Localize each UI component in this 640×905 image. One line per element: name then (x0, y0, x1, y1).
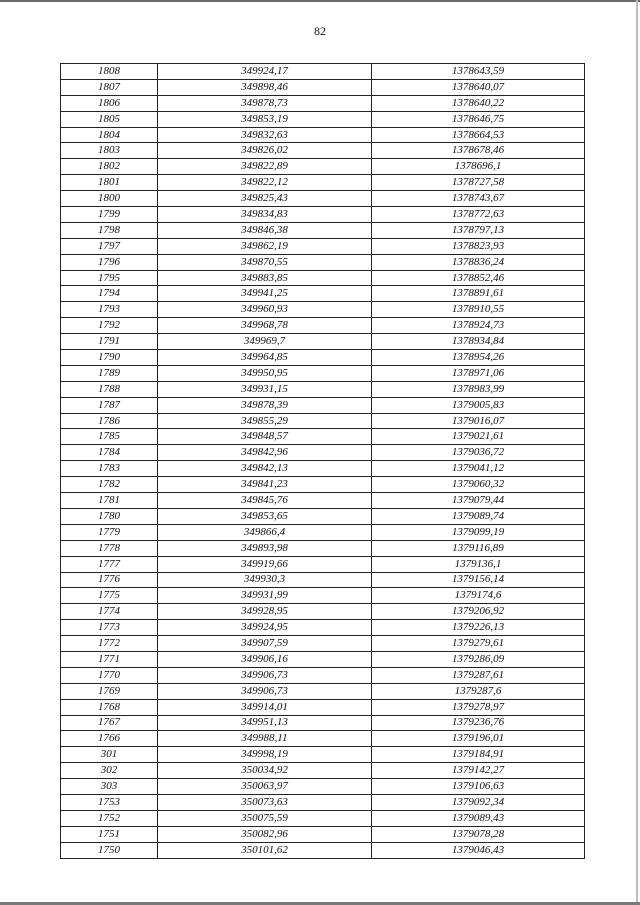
table-row (61, 191, 585, 207)
table-row (61, 365, 585, 381)
table-row (61, 731, 585, 747)
table-row (61, 445, 585, 461)
point-number-cell: 1802 (61, 159, 158, 175)
x-coordinate-cell: 349928,95 (158, 604, 372, 620)
table-row (61, 540, 585, 556)
table-row (61, 779, 585, 795)
y-coordinate-cell: 1379092,34 (372, 794, 585, 810)
y-coordinate-cell: 1379099,19 (372, 524, 585, 540)
x-coordinate-cell: 349931,15 (158, 381, 372, 397)
point-number-cell: 1786 (61, 413, 158, 429)
table-row (61, 222, 585, 238)
point-number-cell: 1789 (61, 365, 158, 381)
x-coordinate-cell: 349825,43 (158, 191, 372, 207)
y-coordinate-cell: 1379286,09 (372, 651, 585, 667)
y-coordinate-cell: 1378727,58 (372, 175, 585, 191)
table-row (61, 79, 585, 95)
page-number: 82 (314, 24, 326, 38)
table-row (61, 270, 585, 286)
x-coordinate-cell: 349842,96 (158, 445, 372, 461)
x-coordinate-cell: 349862,19 (158, 238, 372, 254)
x-coordinate-cell: 349931,99 (158, 588, 372, 604)
table-row (61, 556, 585, 572)
y-coordinate-cell: 1378891,61 (372, 286, 585, 302)
x-coordinate-cell: 349907,59 (158, 636, 372, 652)
table-row (61, 350, 585, 366)
x-coordinate-cell: 349870,55 (158, 254, 372, 270)
y-coordinate-cell: 1379021,61 (372, 429, 585, 445)
table-row (61, 572, 585, 588)
y-coordinate-cell: 1379184,91 (372, 747, 585, 763)
table-row (61, 477, 585, 493)
y-coordinate-cell: 1378640,22 (372, 95, 585, 111)
x-coordinate-cell: 349853,65 (158, 508, 372, 524)
y-coordinate-cell: 1379079,44 (372, 493, 585, 509)
table-row (61, 794, 585, 810)
y-coordinate-cell: 1379136,1 (372, 556, 585, 572)
x-coordinate-cell: 349846,38 (158, 222, 372, 238)
x-coordinate-cell: 349951,13 (158, 715, 372, 731)
table-row (61, 524, 585, 540)
point-number-cell: 1807 (61, 79, 158, 95)
table-row (61, 429, 585, 445)
point-number-cell: 1793 (61, 302, 158, 318)
x-coordinate-cell: 349822,89 (158, 159, 372, 175)
y-coordinate-cell: 1378924,73 (372, 318, 585, 334)
point-number-cell: 302 (61, 763, 158, 779)
point-number-cell: 1790 (61, 350, 158, 366)
y-coordinate-cell: 1378678,46 (372, 143, 585, 159)
table-row (61, 747, 585, 763)
y-coordinate-cell: 1379156,14 (372, 572, 585, 588)
table-row (61, 588, 585, 604)
x-coordinate-cell: 349988,11 (158, 731, 372, 747)
y-coordinate-cell: 1378934,84 (372, 334, 585, 350)
x-coordinate-cell: 349878,73 (158, 95, 372, 111)
y-coordinate-cell: 1379046,43 (372, 842, 585, 858)
point-number-cell: 1768 (61, 699, 158, 715)
y-coordinate-cell: 1379278,97 (372, 699, 585, 715)
table-row (61, 651, 585, 667)
point-number-cell: 301 (61, 747, 158, 763)
point-number-cell: 1772 (61, 636, 158, 652)
y-coordinate-cell: 1378954,26 (372, 350, 585, 366)
table-row (61, 302, 585, 318)
point-number-cell: 303 (61, 779, 158, 795)
x-coordinate-cell: 349855,29 (158, 413, 372, 429)
y-coordinate-cell: 1378664,53 (372, 127, 585, 143)
x-coordinate-cell: 349845,76 (158, 493, 372, 509)
y-coordinate-cell: 1379106,63 (372, 779, 585, 795)
point-number-cell: 1778 (61, 540, 158, 556)
x-coordinate-cell: 349964,85 (158, 350, 372, 366)
table-row (61, 334, 585, 350)
y-coordinate-cell: 1378823,93 (372, 238, 585, 254)
table-row (61, 461, 585, 477)
point-number-cell: 1797 (61, 238, 158, 254)
x-coordinate-cell: 349924,95 (158, 620, 372, 636)
point-number-cell: 1792 (61, 318, 158, 334)
y-coordinate-cell: 1378797,13 (372, 222, 585, 238)
point-number-cell: 1791 (61, 334, 158, 350)
y-coordinate-cell: 1378696,1 (372, 159, 585, 175)
y-coordinate-cell: 1379142,27 (372, 763, 585, 779)
x-coordinate-cell: 349930,3 (158, 572, 372, 588)
point-number-cell: 1798 (61, 222, 158, 238)
y-coordinate-cell: 1378743,67 (372, 191, 585, 207)
point-number-cell: 1787 (61, 397, 158, 413)
y-coordinate-cell: 1379078,28 (372, 826, 585, 842)
table-row (61, 636, 585, 652)
table-row (61, 175, 585, 191)
point-number-cell: 1780 (61, 508, 158, 524)
point-number-cell: 1777 (61, 556, 158, 572)
point-number-cell: 1774 (61, 604, 158, 620)
x-coordinate-cell: 350073,63 (158, 794, 372, 810)
y-coordinate-cell: 1378646,75 (372, 111, 585, 127)
point-number-cell: 1769 (61, 683, 158, 699)
x-coordinate-cell: 349853,19 (158, 111, 372, 127)
table-row (61, 826, 585, 842)
point-number-cell: 1801 (61, 175, 158, 191)
x-coordinate-cell: 349842,13 (158, 461, 372, 477)
point-number-cell: 1806 (61, 95, 158, 111)
point-number-cell: 1785 (61, 429, 158, 445)
point-number-cell: 1773 (61, 620, 158, 636)
y-coordinate-cell: 1379206,92 (372, 604, 585, 620)
x-coordinate-cell: 349822,12 (158, 175, 372, 191)
x-coordinate-cell: 349878,39 (158, 397, 372, 413)
table-row (61, 95, 585, 111)
point-number-cell: 1799 (61, 207, 158, 223)
x-coordinate-cell: 350063,97 (158, 779, 372, 795)
y-coordinate-cell: 1378910,55 (372, 302, 585, 318)
point-number-cell: 1770 (61, 667, 158, 683)
y-coordinate-cell: 1379016,07 (372, 413, 585, 429)
x-coordinate-cell: 349834,83 (158, 207, 372, 223)
y-coordinate-cell: 1379287,61 (372, 667, 585, 683)
point-number-cell: 1751 (61, 826, 158, 842)
point-number-cell: 1776 (61, 572, 158, 588)
table-row (61, 64, 585, 80)
x-coordinate-cell: 349898,46 (158, 79, 372, 95)
coordinates-table-body (61, 64, 585, 859)
table-row (61, 683, 585, 699)
scan-edge-top (0, 0, 640, 2)
table-row (61, 413, 585, 429)
point-number-cell: 1767 (61, 715, 158, 731)
x-coordinate-cell: 349924,17 (158, 64, 372, 80)
table-row (61, 254, 585, 270)
x-coordinate-cell: 349906,73 (158, 683, 372, 699)
table-row (61, 318, 585, 334)
y-coordinate-cell: 1379089,43 (372, 810, 585, 826)
point-number-cell: 1808 (61, 64, 158, 80)
point-number-cell: 1775 (61, 588, 158, 604)
x-coordinate-cell: 350082,96 (158, 826, 372, 842)
y-coordinate-cell: 1379279,61 (372, 636, 585, 652)
y-coordinate-cell: 1378640,07 (372, 79, 585, 95)
y-coordinate-cell: 1379060,32 (372, 477, 585, 493)
y-coordinate-cell: 1379089,74 (372, 508, 585, 524)
x-coordinate-cell: 349893,98 (158, 540, 372, 556)
x-coordinate-cell: 350075,59 (158, 810, 372, 826)
x-coordinate-cell: 349832,63 (158, 127, 372, 143)
y-coordinate-cell: 1379174,6 (372, 588, 585, 604)
x-coordinate-cell: 350034,92 (158, 763, 372, 779)
y-coordinate-cell: 1378971,06 (372, 365, 585, 381)
table-row (61, 715, 585, 731)
table-row (61, 286, 585, 302)
x-coordinate-cell: 349866,4 (158, 524, 372, 540)
point-number-cell: 1779 (61, 524, 158, 540)
table-row (61, 143, 585, 159)
table-row (61, 381, 585, 397)
point-number-cell: 1781 (61, 493, 158, 509)
x-coordinate-cell: 349950,95 (158, 365, 372, 381)
point-number-cell: 1788 (61, 381, 158, 397)
point-number-cell: 1796 (61, 254, 158, 270)
table-row (61, 699, 585, 715)
y-coordinate-cell: 1378836,24 (372, 254, 585, 270)
scan-edge-right (636, 0, 638, 905)
x-coordinate-cell: 349841,23 (158, 477, 372, 493)
table-row (61, 127, 585, 143)
table-row (61, 159, 585, 175)
y-coordinate-cell: 1379041,12 (372, 461, 585, 477)
x-coordinate-cell: 349906,16 (158, 651, 372, 667)
point-number-cell: 1804 (61, 127, 158, 143)
y-coordinate-cell: 1378983,99 (372, 381, 585, 397)
y-coordinate-cell: 1378643,59 (372, 64, 585, 80)
x-coordinate-cell: 349968,78 (158, 318, 372, 334)
y-coordinate-cell: 1379036,72 (372, 445, 585, 461)
point-number-cell: 1752 (61, 810, 158, 826)
y-coordinate-cell: 1378852,46 (372, 270, 585, 286)
x-coordinate-cell: 349969,7 (158, 334, 372, 350)
table-row (61, 238, 585, 254)
x-coordinate-cell: 350101,62 (158, 842, 372, 858)
point-number-cell: 1750 (61, 842, 158, 858)
table-row (61, 493, 585, 509)
table-row (61, 763, 585, 779)
point-number-cell: 1766 (61, 731, 158, 747)
point-number-cell: 1794 (61, 286, 158, 302)
table-row (61, 207, 585, 223)
x-coordinate-cell: 349941,25 (158, 286, 372, 302)
table-row (61, 842, 585, 858)
y-coordinate-cell: 1379005,83 (372, 397, 585, 413)
y-coordinate-cell: 1379116,89 (372, 540, 585, 556)
table-row (61, 508, 585, 524)
x-coordinate-cell: 349919,66 (158, 556, 372, 572)
point-number-cell: 1783 (61, 461, 158, 477)
point-number-cell: 1771 (61, 651, 158, 667)
point-number-cell: 1795 (61, 270, 158, 286)
x-coordinate-cell: 349998,19 (158, 747, 372, 763)
point-number-cell: 1805 (61, 111, 158, 127)
y-coordinate-cell: 1379226,13 (372, 620, 585, 636)
table-row (61, 111, 585, 127)
point-number-cell: 1784 (61, 445, 158, 461)
point-number-cell: 1753 (61, 794, 158, 810)
x-coordinate-cell: 349848,57 (158, 429, 372, 445)
x-coordinate-cell: 349906,73 (158, 667, 372, 683)
y-coordinate-cell: 1379196,01 (372, 731, 585, 747)
x-coordinate-cell: 349826,02 (158, 143, 372, 159)
table-row (61, 397, 585, 413)
point-number-cell: 1782 (61, 477, 158, 493)
table-row (61, 620, 585, 636)
table-row (61, 810, 585, 826)
y-coordinate-cell: 1379287,6 (372, 683, 585, 699)
point-number-cell: 1803 (61, 143, 158, 159)
coordinates-table (60, 63, 585, 859)
table-row (61, 667, 585, 683)
y-coordinate-cell: 1378772,63 (372, 207, 585, 223)
y-coordinate-cell: 1379236,76 (372, 715, 585, 731)
table-row (61, 604, 585, 620)
x-coordinate-cell: 349960,93 (158, 302, 372, 318)
x-coordinate-cell: 349883,85 (158, 270, 372, 286)
x-coordinate-cell: 349914,01 (158, 699, 372, 715)
point-number-cell: 1800 (61, 191, 158, 207)
